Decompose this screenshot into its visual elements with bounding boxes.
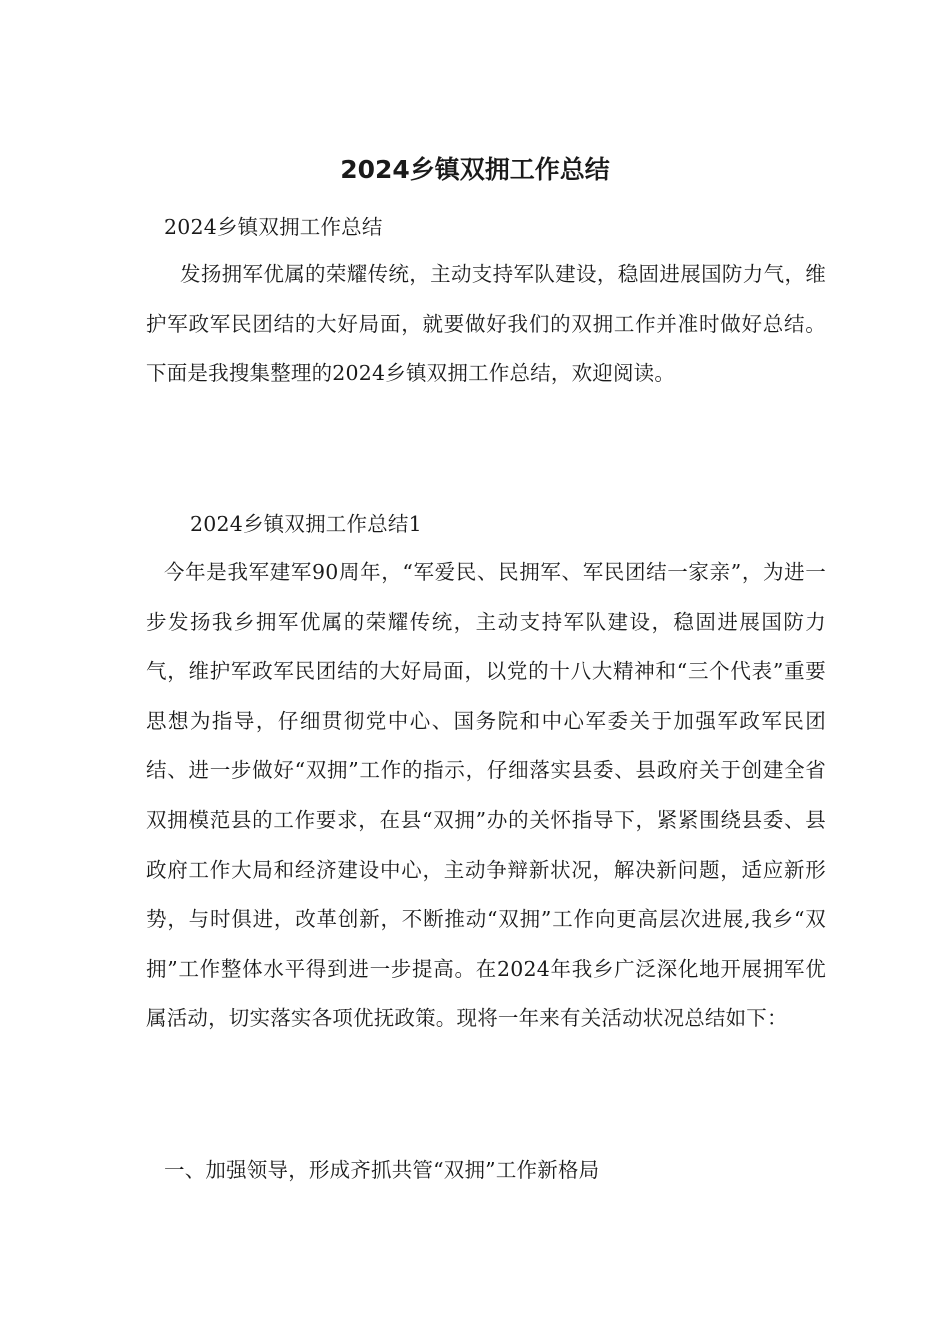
section-body-paragraph: 今年是我军建军90周年，“军爱民、民拥军、军民团结一家亲”，为进一步发扬我乡拥军优属的荣耀传统，主动支持军队建设，稳固进展国防力气，维护军政军民团结的大好局面，以党的十八大精神和“三个代表”重要思想为指导，仔细贯彻党中心、国务院和中心军委关于加强军政军民团结、进一步做好“双拥”工作的指示，仔细落实县委、县政府关于创建全省双拥模范县的工作要求，在县“双拥”办的关怀指导下，紧紧围绕县委、县政府工作大局和经济建设中心，主动争辩新状况，解决新问题，适应新形势，与时俱进，改革创新，不断推动“双拥”工作向更高层次进展,我乡“双拥”工作整体水平得到进一步提高。在2024年我乡广泛深化地开展拥军优属活动，切实落实各项优抚政策。现将一年来有关活动状况总结如下： (146, 560, 826, 1031)
document-subtitle: 2024乡镇双拥工作总结 (164, 215, 383, 239)
section-title: 2024乡镇双拥工作总结1 (190, 512, 422, 536)
heading-one: 一、加强领导，形成齐抓共管“双拥”工作新格局 (164, 1158, 600, 1182)
document-title: 2024乡镇双拥工作总结 (340, 155, 610, 184)
intro-paragraph: 发扬拥军优属的荣耀传统，主动支持军队建设，稳固进展国防力气，维护军政军民团结的大好局面，就要做好我们的双拥工作并准时做好总结。下面是我搜集整理的2024乡镇双拥工作总结，欢迎阅读。 (146, 262, 826, 386)
